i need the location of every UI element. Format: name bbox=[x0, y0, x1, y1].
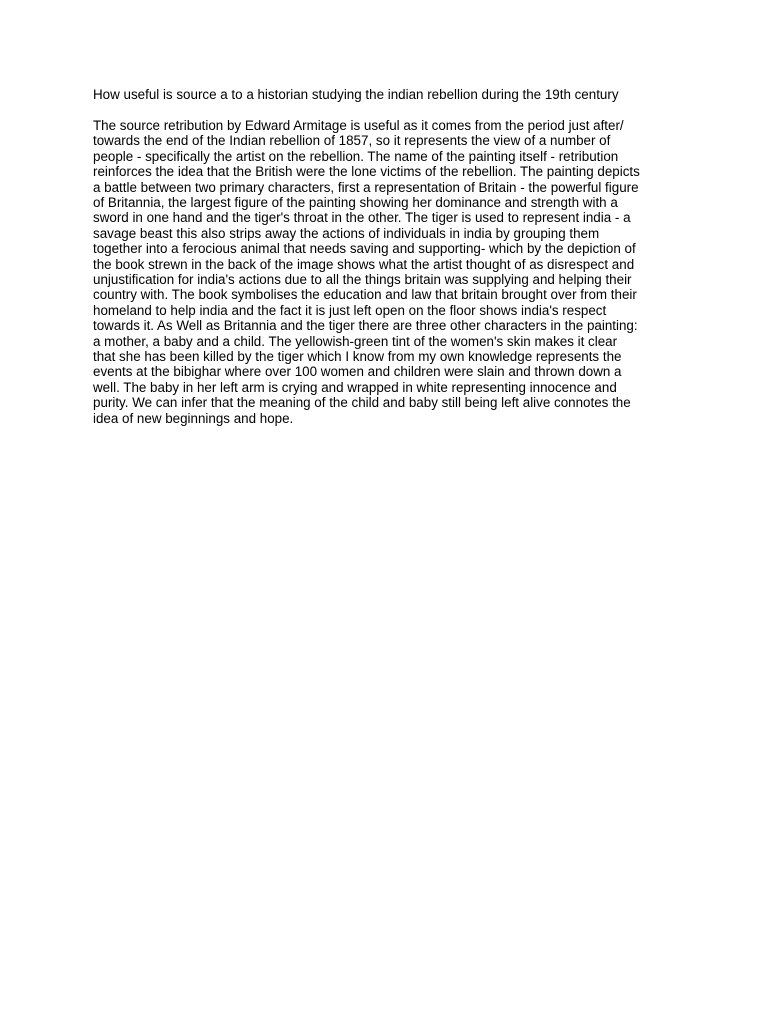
answer-line: unjustification for india's actions due to all the things britain was supplying and helping their bbox=[93, 271, 632, 287]
answer-line: purity. We can infer that the meaning of the child and baby still being left alive connotes the bbox=[93, 395, 631, 411]
answer-line: of Britannia, the largest figure of the painting showing her dominance and strength with a bbox=[93, 194, 618, 210]
answer-line: together into a ferocious animal that needs saving and supporting- which by the depiction of bbox=[93, 241, 636, 257]
essay-answer bbox=[93, 118, 677, 426]
answer-line: a battle between two primary characters, first a representation of Britain - the powerful figure bbox=[93, 179, 639, 195]
answer-line: a mother, a baby and a child. The yellowish-green tint of the women's skin makes it clear bbox=[93, 333, 618, 349]
answer-line: towards the end of the Indian rebellion of 1857, so it represents the view of a number of bbox=[93, 133, 611, 149]
answer-line: the book strewn in the back of the image shows what the artist thought of as disrespect and bbox=[93, 256, 635, 272]
answer-line: that she has been killed by the tiger which I know from my own knowledge represents the bbox=[93, 349, 622, 364]
answer-line: reinforces the idea that the British were the lone victims of the rebellion. The painting depicts bbox=[93, 164, 640, 180]
essay-question: How useful is source a to a historian studying the indian rebellion during the 19th century bbox=[93, 87, 619, 102]
answer-line: savage beast this also strips away the actions of individuals in india by grouping them bbox=[93, 225, 600, 241]
document-content bbox=[93, 87, 677, 426]
answer-line: towards it. As Well as Britannia and the tiger there are three other characters in the painting: bbox=[93, 318, 638, 334]
answer-line: well. The baby in her left arm is crying and wrapped in white representing innocence and bbox=[93, 379, 617, 395]
answer-line: country with. The book symbolises the education and law that britain brought over from their bbox=[93, 287, 637, 303]
answer-line: homeland to help india and the fact it is just left open on the floor shows india's respect bbox=[93, 302, 607, 318]
answer-line: The source retribution by Edward Armitage is useful as it comes from the period just after/ bbox=[93, 117, 624, 133]
answer-line: events at the bibighar where over 100 women and children were slain and thrown down a bbox=[93, 364, 622, 380]
answer-line: people - specifically the artist on the rebellion. The name of the painting itself - retribution bbox=[93, 148, 619, 164]
answer-line: sword in one hand and the tiger's throat in the other. The tiger is used to represent india - a bbox=[93, 210, 631, 226]
answer-line: idea of new beginnings and hope. bbox=[93, 410, 294, 426]
